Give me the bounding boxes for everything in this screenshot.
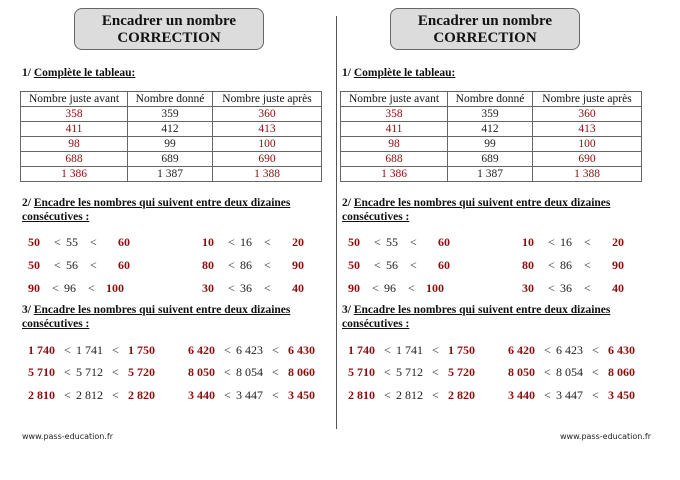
cell-given: 689 — [128, 152, 213, 167]
table-header-row — [341, 92, 642, 107]
less-than-sign: < — [88, 281, 95, 295]
upper-bound: 6 430 — [288, 343, 315, 357]
lower-bound: 50 — [348, 235, 360, 249]
lower-bound: 30 — [202, 281, 214, 295]
table-row — [21, 107, 322, 122]
cell-before: 1 386 — [341, 167, 448, 182]
section1-heading — [342, 66, 455, 80]
section2-heading — [22, 196, 290, 224]
lower-bound: 8 050 — [508, 365, 535, 379]
less-than-sign: < — [228, 235, 235, 249]
upper-bound: 5 720 — [128, 365, 155, 379]
section3-heading — [342, 303, 610, 331]
cell-before: 358 — [21, 107, 128, 122]
less-than-sign: < — [264, 235, 271, 249]
less-than-sign: < — [264, 258, 271, 272]
worksheet-half-right — [340, 0, 670, 480]
given-number: 1 741 — [396, 343, 423, 357]
less-than-sign: < — [584, 281, 591, 295]
table-header-row — [21, 92, 322, 107]
less-than-sign: < — [272, 365, 279, 379]
less-than-sign: < — [112, 388, 119, 402]
worksheet-half-left — [8, 0, 338, 480]
cell-after: 360 — [213, 107, 322, 122]
lower-bound: 2 810 — [28, 388, 55, 402]
upper-bound: 90 — [612, 258, 624, 272]
footer-url: www.pass-education.fr — [560, 432, 651, 441]
cell-before: 411 — [21, 122, 128, 137]
section3-heading — [22, 303, 290, 331]
less-than-sign: < — [544, 343, 551, 357]
less-than-sign: < — [224, 343, 231, 357]
less-than-sign: < — [90, 235, 97, 249]
less-than-sign: < — [544, 365, 551, 379]
section-label-cont: consécutives : — [342, 318, 410, 330]
title-line2: CORRECTION — [433, 30, 537, 46]
upper-bound: 100 — [106, 281, 124, 295]
less-than-sign: < — [432, 343, 439, 357]
section-label: Complète le tableau: — [33, 67, 136, 79]
cell-given: 412 — [128, 122, 213, 137]
cell-given: 359 — [448, 107, 533, 122]
section-label: Encadre les nombres qui suivent entre deux dizaines — [33, 304, 291, 316]
less-than-sign: < — [592, 343, 599, 357]
cell-after: 413 — [533, 122, 642, 137]
less-than-sign: < — [90, 258, 97, 272]
less-than-sign: < — [52, 281, 59, 295]
cell-after: 360 — [533, 107, 642, 122]
cell-given: 1 387 — [128, 167, 213, 182]
lower-bound: 1 740 — [28, 343, 55, 357]
lower-bound: 50 — [348, 258, 360, 272]
given-number: 8 054 — [556, 365, 583, 379]
section-label: Encadre les nombres qui suivent entre deux dizaines — [353, 304, 611, 316]
upper-bound: 60 — [118, 235, 130, 249]
footer-url: www.pass-education.fr — [22, 432, 113, 441]
table-row — [21, 167, 322, 182]
section-number: 3/ — [342, 304, 354, 316]
less-than-sign: < — [432, 365, 439, 379]
section1-heading — [22, 66, 135, 80]
given-number: 96 — [64, 281, 76, 295]
upper-bound: 100 — [426, 281, 444, 295]
lower-bound: 90 — [348, 281, 360, 295]
upper-bound: 40 — [612, 281, 624, 295]
given-number: 96 — [384, 281, 396, 295]
cell-given: 99 — [448, 137, 533, 152]
given-number: 86 — [240, 258, 252, 272]
cell-given: 359 — [128, 107, 213, 122]
table-row — [341, 152, 642, 167]
lower-bound: 1 740 — [348, 343, 375, 357]
less-than-sign: < — [592, 365, 599, 379]
less-than-sign: < — [374, 258, 381, 272]
lower-bound: 80 — [522, 258, 534, 272]
given-number: 5 712 — [396, 365, 423, 379]
less-than-sign: < — [548, 281, 555, 295]
less-than-sign: < — [264, 281, 271, 295]
given-number: 8 054 — [236, 365, 263, 379]
cell-after: 1 388 — [213, 167, 322, 182]
less-than-sign: < — [112, 343, 119, 357]
less-than-sign: < — [548, 235, 555, 249]
cell-before: 411 — [341, 122, 448, 137]
given-number: 56 — [66, 258, 78, 272]
less-than-sign: < — [384, 365, 391, 379]
cell-after: 100 — [533, 137, 642, 152]
less-than-sign: < — [374, 235, 381, 249]
less-than-sign: < — [410, 258, 417, 272]
lower-bound: 3 440 — [188, 388, 215, 402]
cell-after: 1 388 — [533, 167, 642, 182]
less-than-sign: < — [64, 365, 71, 379]
given-number: 5 712 — [76, 365, 103, 379]
section-label-cont: consécutives : — [22, 318, 90, 330]
section-number: 1/ — [22, 67, 34, 79]
section-number: 1/ — [342, 67, 354, 79]
answer-table — [20, 91, 322, 182]
less-than-sign: < — [384, 343, 391, 357]
header-after: Nombre juste après — [533, 92, 642, 107]
title-line1: Encadrer un nombre — [417, 13, 553, 29]
upper-bound: 8 060 — [288, 365, 315, 379]
cell-before: 688 — [21, 152, 128, 167]
cell-before: 358 — [341, 107, 448, 122]
less-than-sign: < — [224, 388, 231, 402]
table-row — [341, 167, 642, 182]
upper-bound: 1 750 — [448, 343, 475, 357]
lower-bound: 8 050 — [188, 365, 215, 379]
upper-bound: 2 820 — [448, 388, 475, 402]
upper-bound: 5 720 — [448, 365, 475, 379]
table-row — [341, 137, 642, 152]
given-number: 3 447 — [236, 388, 263, 402]
section2-heading — [342, 196, 610, 224]
lower-bound: 10 — [522, 235, 534, 249]
less-than-sign: < — [228, 281, 235, 295]
less-than-sign: < — [584, 258, 591, 272]
less-than-sign: < — [592, 388, 599, 402]
cell-given: 412 — [448, 122, 533, 137]
given-number: 56 — [386, 258, 398, 272]
section-label-cont: consécutives : — [22, 211, 90, 223]
header-before: Nombre juste avant — [341, 92, 448, 107]
lower-bound: 5 710 — [348, 365, 375, 379]
cell-after: 413 — [213, 122, 322, 137]
upper-bound: 20 — [612, 235, 624, 249]
less-than-sign: < — [372, 281, 379, 295]
cell-after: 690 — [533, 152, 642, 167]
upper-bound: 20 — [292, 235, 304, 249]
lower-bound: 90 — [28, 281, 40, 295]
cell-before: 688 — [341, 152, 448, 167]
given-number: 36 — [240, 281, 252, 295]
less-than-sign: < — [228, 258, 235, 272]
less-than-sign: < — [432, 388, 439, 402]
cell-before: 1 386 — [21, 167, 128, 182]
table-row — [21, 137, 322, 152]
given-number: 16 — [560, 235, 572, 249]
upper-bound: 8 060 — [608, 365, 635, 379]
section-number: 2/ — [342, 197, 354, 209]
given-number: 36 — [560, 281, 572, 295]
upper-bound: 60 — [118, 258, 130, 272]
header-given: Nombre donné — [128, 92, 213, 107]
table-row — [341, 107, 642, 122]
lower-bound: 50 — [28, 235, 40, 249]
less-than-sign: < — [54, 235, 61, 249]
less-than-sign: < — [410, 235, 417, 249]
less-than-sign: < — [408, 281, 415, 295]
cell-given: 99 — [128, 137, 213, 152]
header-after: Nombre juste après — [213, 92, 322, 107]
lower-bound: 80 — [202, 258, 214, 272]
upper-bound: 3 450 — [608, 388, 635, 402]
upper-bound: 60 — [438, 235, 450, 249]
given-number: 6 423 — [236, 343, 263, 357]
section-label: Complète le tableau: — [353, 67, 456, 79]
less-than-sign: < — [54, 258, 61, 272]
lower-bound: 50 — [28, 258, 40, 272]
given-number: 86 — [560, 258, 572, 272]
given-number: 55 — [66, 235, 78, 249]
cell-before: 98 — [341, 137, 448, 152]
section-number: 3/ — [22, 304, 34, 316]
cell-given: 689 — [448, 152, 533, 167]
given-number: 6 423 — [556, 343, 583, 357]
lower-bound: 30 — [522, 281, 534, 295]
given-number: 3 447 — [556, 388, 583, 402]
given-number: 55 — [386, 235, 398, 249]
cell-after: 100 — [213, 137, 322, 152]
lower-bound: 6 420 — [188, 343, 215, 357]
lower-bound: 3 440 — [508, 388, 535, 402]
less-than-sign: < — [272, 388, 279, 402]
table-row — [21, 122, 322, 137]
section-label: Encadre les nombres qui suivent entre deux dizaines — [33, 197, 291, 209]
less-than-sign: < — [64, 343, 71, 357]
lower-bound: 5 710 — [28, 365, 55, 379]
less-than-sign: < — [64, 388, 71, 402]
given-number: 16 — [240, 235, 252, 249]
cell-before: 98 — [21, 137, 128, 152]
less-than-sign: < — [548, 258, 555, 272]
table-row — [21, 152, 322, 167]
title-line2: CORRECTION — [117, 30, 221, 46]
upper-bound: 2 820 — [128, 388, 155, 402]
header-before: Nombre juste avant — [21, 92, 128, 107]
upper-bound: 40 — [292, 281, 304, 295]
less-than-sign: < — [584, 235, 591, 249]
header-given: Nombre donné — [448, 92, 533, 107]
upper-bound: 60 — [438, 258, 450, 272]
given-number: 2 812 — [396, 388, 423, 402]
title-line1: Encadrer un nombre — [101, 13, 237, 29]
cell-after: 690 — [213, 152, 322, 167]
section-label: Encadre les nombres qui suivent entre deux dizaines — [353, 197, 611, 209]
lower-bound: 6 420 — [508, 343, 535, 357]
section-label-cont: consécutives : — [342, 211, 410, 223]
upper-bound: 90 — [292, 258, 304, 272]
lower-bound: 2 810 — [348, 388, 375, 402]
title-box — [390, 8, 580, 50]
section-number: 2/ — [22, 197, 34, 209]
given-number: 1 741 — [76, 343, 103, 357]
less-than-sign: < — [384, 388, 391, 402]
table-row — [341, 122, 642, 137]
title-box — [74, 8, 264, 50]
upper-bound: 3 450 — [288, 388, 315, 402]
lower-bound: 10 — [202, 235, 214, 249]
upper-bound: 1 750 — [128, 343, 155, 357]
answer-table — [340, 91, 642, 182]
upper-bound: 6 430 — [608, 343, 635, 357]
less-than-sign: < — [112, 365, 119, 379]
given-number: 2 812 — [76, 388, 103, 402]
less-than-sign: < — [272, 343, 279, 357]
less-than-sign: < — [544, 388, 551, 402]
cell-given: 1 387 — [448, 167, 533, 182]
less-than-sign: < — [224, 365, 231, 379]
